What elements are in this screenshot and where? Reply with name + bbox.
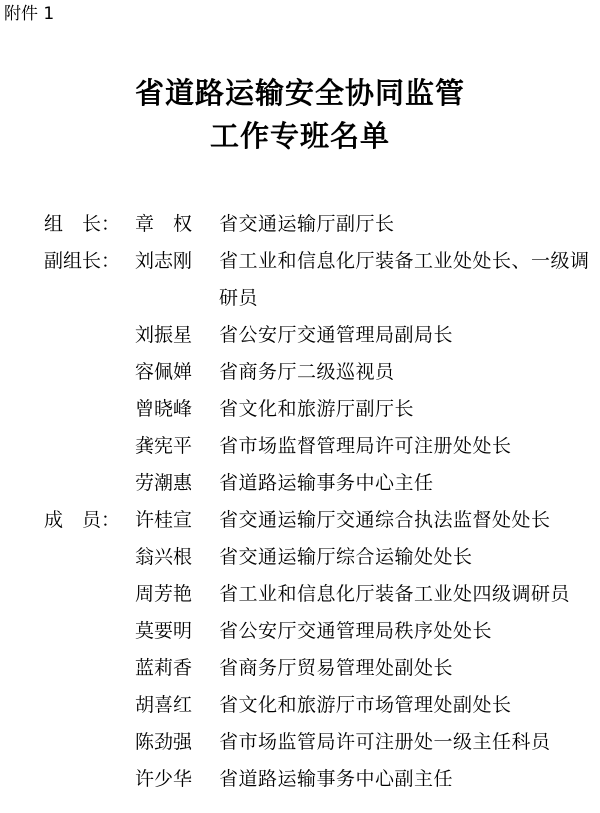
member-title: 省工业和信息化厅装备工业处四级调研员 (219, 583, 571, 605)
member-title: 省市场监督管理局许可注册处处长 (219, 435, 512, 457)
list-item (0, 206, 600, 243)
list-item (0, 724, 600, 761)
attachment-label: 附件 1 (4, 4, 55, 24)
member-title: 省交通运输厅副厅长 (219, 213, 395, 235)
member-title: 省交通运输厅交通综合执法监督处处长 (219, 509, 551, 531)
member-name: 许少华 (135, 768, 193, 790)
member-name: 章 权 (135, 213, 193, 235)
member-title: 省文化和旅游厅副厅长 (219, 398, 415, 420)
member-name: 翁兴根 (135, 546, 193, 568)
member-title: 省文化和旅游厅市场管理处副处长 (219, 694, 512, 716)
member-name: 陈劲强 (135, 731, 193, 753)
member-title: 省交通运输厅综合运输处处长 (219, 546, 473, 568)
role-label: 副组长： (44, 250, 121, 272)
list-item (0, 761, 600, 798)
member-title: 省商务厅贸易管理处副处长 (219, 657, 454, 679)
list-item (0, 613, 600, 650)
list-item (0, 687, 600, 724)
document-title-line-1: 省道路运输安全协同监管 (134, 76, 465, 110)
member-name: 莫要明 (135, 620, 193, 642)
member-title: 省市场监管局许可注册处一级主任科员 (219, 731, 551, 753)
member-name: 龚宪平 (135, 435, 193, 457)
member-name: 蓝莉香 (135, 657, 193, 679)
member-name: 胡喜红 (135, 694, 193, 716)
member-name: 许桂宣 (135, 509, 193, 531)
member-name: 刘振星 (135, 324, 193, 346)
member-title: 省道路运输事务中心主任 (219, 472, 434, 494)
member-name: 劳潮惠 (135, 472, 193, 494)
member-title: 省商务厅二级巡视员 (219, 361, 395, 383)
member-name: 周芳艳 (135, 583, 193, 605)
list-item (0, 428, 600, 465)
list-item (0, 317, 600, 354)
list-item (0, 354, 600, 391)
list-item (0, 650, 600, 687)
member-title: 省公安厅交通管理局副局长 (219, 324, 454, 346)
document-title-line-2: 工作专班名单 (209, 119, 390, 153)
member-title: 省工业和信息化厅装备工业处处长、一级调研员 (219, 250, 590, 309)
member-name: 容佩婵 (135, 361, 193, 383)
list-item (0, 465, 600, 502)
list-item (0, 502, 600, 539)
role-label: 成 员： (44, 509, 121, 531)
list-item (0, 576, 600, 613)
list-item (0, 539, 600, 576)
list-item (0, 391, 600, 428)
member-name: 曾晓峰 (135, 398, 193, 420)
member-list (0, 206, 600, 798)
list-item (0, 243, 600, 317)
member-name: 刘志刚 (135, 250, 193, 272)
member-title: 省公安厅交通管理局秩序处处长 (219, 620, 493, 642)
role-label: 组 长： (44, 213, 121, 235)
member-title: 省道路运输事务中心副主任 (219, 768, 454, 790)
